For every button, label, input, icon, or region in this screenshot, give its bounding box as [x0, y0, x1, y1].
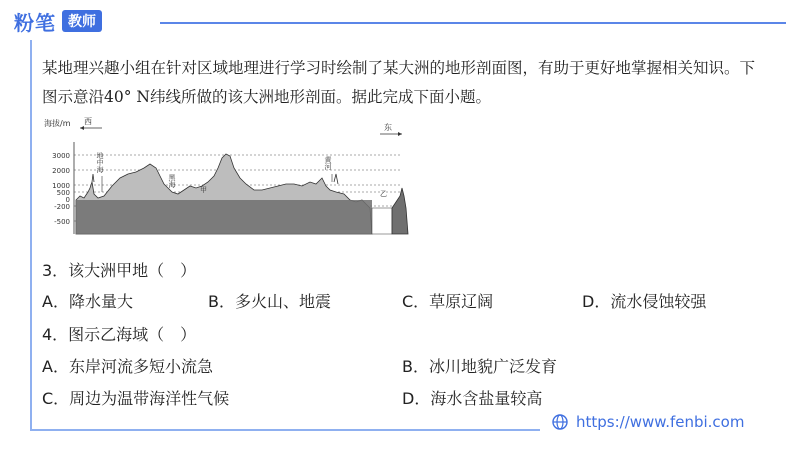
question-intro: 某地理兴趣小组在针对区域地理进行学习时绘制了某大洲的地形剖面图，有助于更好地掌握相关知识。下图示意沿40° N纬线所做的该大洲地形剖面。据此完成下面小题。	[42, 59, 756, 106]
q3-option-a[interactable]: A．降水量大	[42, 292, 133, 311]
small-peak	[334, 174, 338, 184]
q3-option-b[interactable]: B．多火山、地震	[208, 292, 331, 311]
west-label: 西	[84, 117, 92, 126]
east-arrow-head	[398, 132, 402, 136]
terrain-profile-figure	[40, 112, 420, 240]
logo-brand-text: 粉笔	[14, 10, 56, 35]
footer-url[interactable]: https://www.fenbi.com	[576, 413, 745, 431]
y-tick: 3000	[52, 152, 70, 160]
q3-option-d[interactable]: D．流水侵蚀较强	[582, 292, 707, 311]
q3-option-c[interactable]: C．草原辽阔	[402, 292, 494, 311]
y-tick: 2000	[52, 167, 70, 175]
yellow-river-label: 黄河	[324, 156, 332, 170]
logo-badge: 教师	[62, 10, 102, 32]
frame-bottom-border	[30, 429, 540, 431]
y-tick: 500	[56, 189, 70, 197]
y-tick: 0	[65, 196, 70, 204]
question-4-stem: 4．图示乙海域（ ）	[42, 325, 197, 344]
yi-label: 乙	[380, 190, 387, 198]
q4-option-c[interactable]: C．周边为温带海洋性气候	[42, 389, 230, 408]
black-sea-label: 黑海	[168, 174, 176, 188]
small-peak	[92, 174, 94, 182]
frame-left-border	[30, 40, 32, 430]
q4-option-d[interactable]: D．海水含盐量较高	[402, 389, 543, 408]
fenbi-logo	[14, 6, 102, 36]
y-tick: 1000	[52, 182, 70, 190]
q4-option-b[interactable]: B．冰川地貌广泛发育	[402, 357, 557, 376]
header-divider	[160, 22, 786, 24]
east-label: 东	[384, 123, 392, 132]
yi-sea-gap	[372, 208, 392, 234]
footer-link[interactable]	[552, 410, 744, 434]
y-tick: -200	[54, 203, 70, 211]
west-arrow-head	[80, 126, 84, 130]
mediterranean-label: 地中海	[96, 152, 104, 173]
y-axis-label: 海拔/m	[44, 119, 71, 128]
east-coast	[392, 188, 408, 234]
jia-label: 甲	[200, 186, 207, 194]
terrain-profile-svg	[40, 112, 420, 240]
question-3-stem: 3．该大洲甲地（ ）	[42, 261, 197, 280]
seafloor-block	[76, 200, 372, 234]
q4-option-a[interactable]: A．东岸河流多短小流急	[42, 357, 213, 376]
globe-icon	[552, 414, 568, 430]
y-tick: -500	[54, 218, 70, 226]
